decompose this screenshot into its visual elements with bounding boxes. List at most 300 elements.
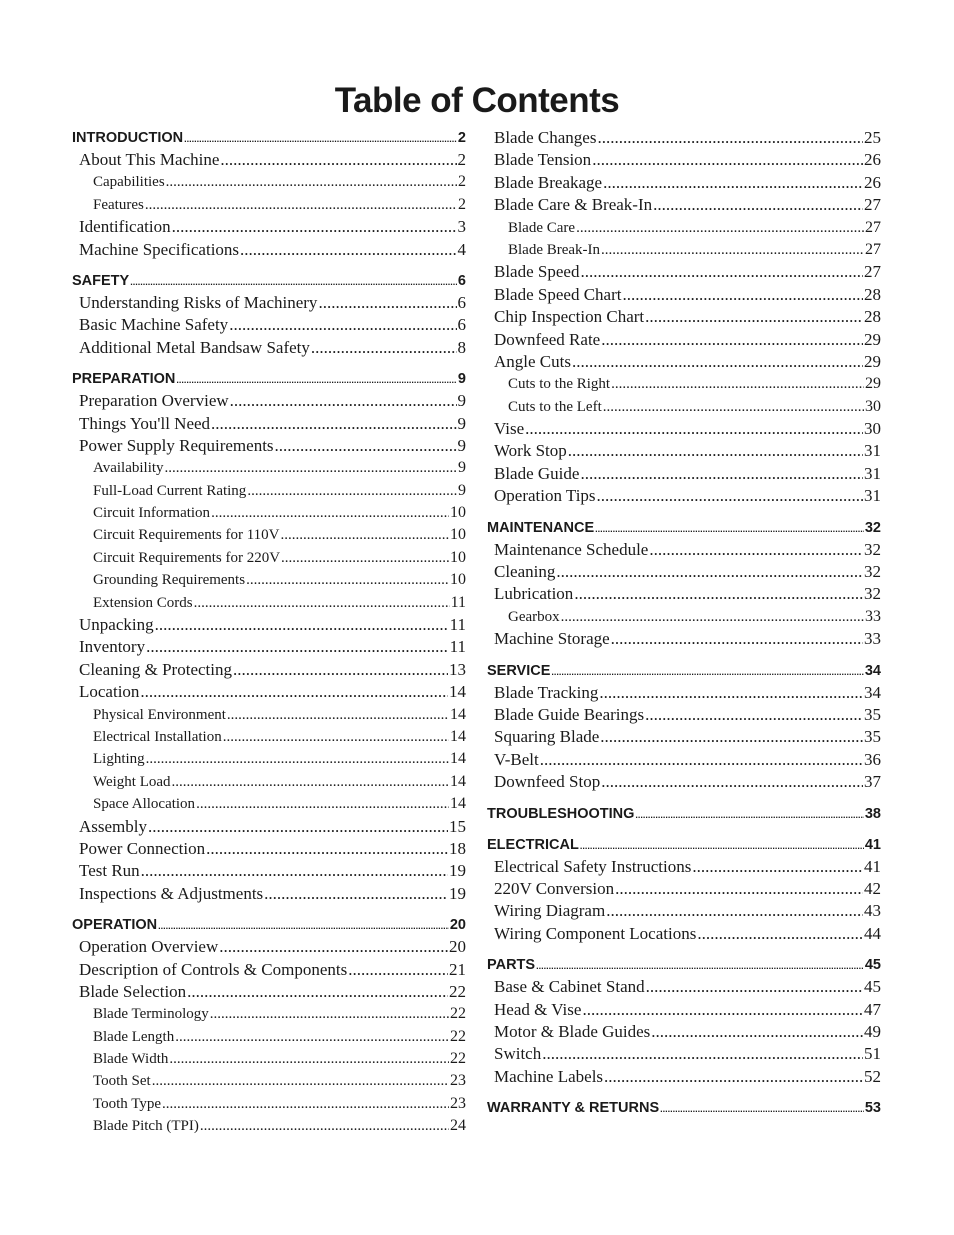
toc-page-number: 14 (450, 705, 466, 723)
toc-entry[interactable] (487, 606, 881, 628)
toc-page-number: 4 (457, 239, 466, 259)
dot-leader (140, 681, 448, 703)
toc-entry[interactable] (487, 217, 881, 239)
toc-entry[interactable] (487, 1043, 881, 1065)
toc-entry[interactable] (487, 561, 881, 583)
dot-leader (660, 1098, 864, 1120)
toc-entry-label: Weight Load (93, 773, 171, 790)
dot-leader (130, 271, 457, 293)
toc-entry[interactable] (72, 314, 466, 336)
toc-entry[interactable] (72, 524, 466, 546)
toc-entry[interactable] (487, 284, 881, 306)
toc-entry[interactable] (72, 292, 466, 314)
toc-page-number: 27 (864, 195, 881, 215)
toc-entry[interactable] (72, 547, 466, 569)
toc-page-number: 6 (457, 272, 466, 289)
dot-leader (240, 239, 456, 261)
dot-leader (172, 216, 457, 238)
toc-page-number: 14 (449, 682, 466, 702)
dot-leader (582, 999, 863, 1021)
dot-leader (574, 583, 863, 605)
toc-section-heading[interactable] (487, 803, 881, 825)
toc-page-number: 6 (457, 315, 466, 335)
toc-entry-label: Location (79, 682, 140, 702)
toc-page-number: 11 (449, 615, 466, 635)
toc-entry-label: Downfeed Stop (494, 772, 601, 792)
dot-leader (175, 1026, 449, 1048)
dot-leader (211, 413, 456, 435)
toc-entry-label: Assembly (79, 816, 147, 836)
toc-entry[interactable] (487, 682, 881, 704)
dot-leader (603, 396, 864, 418)
toc-entry[interactable] (487, 726, 881, 748)
dot-leader (146, 636, 449, 658)
toc-entry-label: Blade Care (508, 219, 576, 236)
dot-leader (604, 1066, 863, 1088)
toc-page-number: 23 (450, 1094, 466, 1112)
toc-page-number: 30 (864, 419, 881, 439)
toc-entry[interactable] (487, 999, 881, 1021)
dot-leader (158, 915, 449, 937)
toc-entry[interactable] (487, 194, 881, 216)
toc-entry[interactable] (487, 418, 881, 440)
toc-page-number: 14 (450, 727, 466, 745)
toc-page-number: 10 (450, 571, 466, 589)
dot-leader (184, 128, 457, 150)
toc-page-number: 18 (449, 838, 466, 858)
toc-entry[interactable] (72, 337, 466, 359)
toc-section-heading[interactable] (487, 517, 881, 539)
dot-leader (653, 194, 863, 216)
dot-leader (572, 351, 863, 373)
toc-entry-label: Unpacking (79, 615, 154, 635)
toc-page-number: 19 (449, 883, 466, 903)
toc-entry-label: Maintenance Schedule (494, 539, 649, 559)
toc-page-number: 32 (864, 519, 881, 536)
toc-entry[interactable] (72, 1026, 466, 1048)
toc-entry-label: Blade Breakage (494, 172, 603, 192)
toc-entry-label: Space Allocation (93, 796, 196, 813)
toc-entry-label: Chip Inspection Chart (494, 307, 645, 327)
toc-entry-label: Preparation Overview (79, 391, 229, 411)
toc-page-number: 29 (864, 351, 881, 371)
toc-entry[interactable] (487, 539, 881, 561)
toc-section-heading[interactable] (72, 368, 466, 390)
toc-entry-label: Availability (93, 460, 164, 477)
toc-entry-label: ELECTRICAL (487, 836, 579, 853)
toc-entry-label: Tooth Set (93, 1073, 151, 1090)
toc-entry[interactable] (487, 373, 881, 395)
toc-entry-label: Inspections & Adjustments (79, 883, 264, 903)
dot-leader (141, 860, 448, 882)
dot-leader (145, 194, 457, 216)
dot-leader (576, 217, 864, 239)
toc-entry[interactable] (487, 306, 881, 328)
dot-leader (606, 900, 863, 922)
toc-entry-label: Squaring Blade (494, 727, 600, 747)
toc-page-number: 38 (864, 805, 881, 822)
toc-page-number: 2 (457, 130, 466, 146)
toc-page-number: 22 (449, 981, 466, 1001)
toc-entry-label: Machine Specifications (79, 239, 240, 259)
toc-entry-label: Grounding Requirements (93, 572, 246, 589)
dot-leader (172, 771, 449, 793)
toc-entry[interactable] (72, 883, 466, 905)
toc-entry[interactable] (487, 976, 881, 998)
toc-page-number: 36 (864, 749, 881, 769)
toc-page-number: 9 (457, 371, 466, 388)
toc-entry[interactable] (487, 583, 881, 605)
toc-entry[interactable] (72, 981, 466, 1003)
toc-page-number: 28 (864, 307, 881, 327)
toc-entry-label: Circuit Requirements for 110V (93, 527, 280, 544)
toc-entry[interactable] (72, 614, 466, 636)
dot-leader (210, 1003, 449, 1025)
toc-entry-label: Work Stop (494, 441, 567, 461)
toc-section-heading[interactable] (487, 834, 881, 856)
dot-leader (162, 1093, 449, 1115)
toc-entry[interactable] (487, 1066, 881, 1088)
toc-entry[interactable] (72, 748, 466, 770)
toc-page-number: 26 (864, 150, 881, 170)
toc-page-number: 42 (864, 878, 881, 898)
toc-entry[interactable] (72, 1070, 466, 1092)
dot-leader (165, 457, 457, 479)
dot-leader (599, 682, 863, 704)
toc-page-number: 13 (449, 659, 466, 679)
toc-page-number: 34 (864, 682, 881, 702)
toc-section-heading[interactable] (72, 270, 466, 292)
toc-page-number: 20 (449, 917, 466, 934)
toc-entry-label: Test Run (79, 861, 140, 881)
toc-page-number: 27 (865, 218, 881, 236)
dot-leader (597, 485, 863, 507)
toc-entry[interactable] (487, 771, 881, 793)
toc-entry-label: Blade Guide Bearings (494, 704, 645, 724)
toc-entry-label: Angle Cuts (494, 351, 571, 371)
dot-leader (196, 793, 449, 815)
toc-page-number: 31 (864, 441, 881, 461)
toc-entry-label: Inventory (79, 637, 146, 657)
toc-entry[interactable] (487, 923, 881, 945)
toc-entry[interactable] (487, 127, 881, 149)
toc-page-number: 51 (864, 1044, 881, 1064)
toc-section-heading[interactable] (487, 954, 881, 976)
toc-page-number: 23 (450, 1072, 466, 1090)
dot-leader (556, 561, 863, 583)
toc-page-number: 9 (457, 391, 466, 411)
toc-entry-label: Additional Metal Bandsaw Safety (79, 337, 310, 357)
toc-section-heading[interactable] (72, 127, 466, 149)
toc-page-number: 49 (864, 1021, 881, 1041)
toc-page-number: 28 (864, 284, 881, 304)
dot-leader (230, 390, 457, 412)
toc-entry[interactable] (72, 149, 466, 171)
toc-entry[interactable] (487, 172, 881, 194)
toc-entry-label: Identification (79, 217, 171, 237)
toc-entry[interactable] (487, 704, 881, 726)
toc-entry-label: Electrical Installation (93, 728, 222, 745)
toc-entry[interactable] (72, 1115, 466, 1137)
toc-entry-label: Electrical Safety Instructions (494, 856, 692, 876)
dot-leader (194, 592, 450, 614)
toc-entry[interactable] (72, 502, 466, 524)
toc-entry[interactable] (487, 149, 881, 171)
toc-page-number: 2 (458, 173, 466, 191)
toc-page-number: 35 (864, 727, 881, 747)
toc-entry-label: Blade Width (93, 1051, 169, 1068)
toc-entry-label: INTRODUCTION (72, 130, 184, 146)
dot-leader (601, 771, 863, 793)
toc-entry-label: WARRANTY & RETURNS (487, 1100, 660, 1117)
toc-page-number: 10 (450, 548, 466, 566)
toc-entry[interactable] (72, 959, 466, 981)
toc-page-number: 44 (864, 923, 881, 943)
toc-entry-label: Cuts to the Right (508, 376, 611, 393)
toc-entry[interactable] (72, 793, 466, 815)
toc-page-number: 14 (450, 795, 466, 813)
toc-page-number: 22 (450, 1050, 466, 1068)
toc-entry[interactable] (487, 351, 881, 373)
toc-section-heading[interactable] (72, 914, 466, 936)
dot-leader (148, 816, 448, 838)
dot-leader (611, 373, 864, 395)
toc-page-number: 8 (457, 337, 466, 357)
dot-leader (536, 955, 864, 977)
page-title: Table of Contents (334, 81, 620, 120)
toc-section-heading[interactable] (487, 660, 881, 682)
toc-entry[interactable] (487, 628, 881, 650)
dot-leader (247, 480, 457, 502)
toc-page-number: 11 (450, 593, 466, 611)
toc-entry[interactable] (487, 261, 881, 283)
dot-leader (597, 127, 863, 149)
toc-entry-label: Basic Machine Safety (79, 315, 229, 335)
dot-leader (646, 976, 863, 998)
toc-entry-label: Motor & Blade Guides (494, 1021, 651, 1041)
toc-page-number: 22 (450, 1027, 466, 1045)
toc-entry-label: Description of Controls & Components (79, 959, 348, 979)
toc-entry-label: Operation Tips (494, 486, 596, 506)
toc-page-number: 29 (864, 329, 881, 349)
toc-page-number: 9 (457, 435, 466, 455)
toc-entry-label: Capabilities (93, 174, 165, 191)
toc-entry[interactable] (72, 1003, 466, 1025)
dot-leader (697, 923, 863, 945)
toc-entry-label: Gearbox (508, 608, 560, 625)
toc-entry[interactable] (72, 435, 466, 457)
toc-entry[interactable] (487, 485, 881, 507)
toc-entry-label: MAINTENANCE (487, 519, 595, 536)
toc-section-heading[interactable] (487, 1097, 881, 1119)
toc-page-number: 37 (864, 772, 881, 792)
toc-entry[interactable] (487, 878, 881, 900)
dot-leader (601, 329, 863, 351)
toc-entry-label: Vise (494, 419, 525, 439)
toc-entry[interactable] (72, 726, 466, 748)
toc-page-number: 6 (457, 292, 466, 312)
dot-leader (568, 440, 863, 462)
toc-page-number: 31 (864, 463, 881, 483)
dot-leader (551, 661, 863, 683)
toc-page-number: 25 (864, 128, 881, 147)
toc-page-number: 2 (458, 195, 466, 213)
dot-leader (622, 284, 863, 306)
dot-leader (603, 172, 863, 194)
toc-page-number: 45 (864, 957, 881, 974)
dot-leader (635, 804, 863, 826)
toc-entry-label: Lighting (93, 751, 145, 768)
toc-column-right (487, 127, 881, 1119)
toc-entry-label: Full-Load Current Rating (93, 482, 247, 499)
toc-entry[interactable] (72, 1048, 466, 1070)
toc-entry[interactable] (72, 413, 466, 435)
toc-entry[interactable] (487, 856, 881, 878)
toc-entry[interactable] (72, 171, 466, 193)
dot-leader (200, 1115, 449, 1137)
dot-leader (211, 502, 449, 524)
toc-page-number: 41 (864, 856, 881, 876)
toc-entry-label: Lubrication (494, 584, 574, 604)
toc-page-number: 33 (864, 629, 881, 649)
toc-entry[interactable] (72, 194, 466, 216)
toc-entry-label: Blade Break-In (508, 241, 601, 258)
dot-leader (246, 569, 449, 591)
dot-leader (649, 539, 863, 561)
toc-entry-label: Machine Storage (494, 629, 610, 649)
toc-entry[interactable] (72, 636, 466, 658)
toc-entry-label: OPERATION (72, 917, 158, 934)
dot-leader (169, 1048, 449, 1070)
toc-page-number: 20 (449, 937, 466, 957)
toc-entry[interactable] (72, 936, 466, 958)
toc-entry-label: Cleaning & Protecting (79, 659, 232, 679)
toc-entry[interactable] (72, 860, 466, 882)
dot-leader (281, 547, 449, 569)
toc-entry[interactable] (72, 704, 466, 726)
toc-entry[interactable] (72, 816, 466, 838)
dot-leader (561, 606, 864, 628)
toc-entry[interactable] (487, 396, 881, 418)
dot-leader (219, 936, 448, 958)
toc-entry-label: About This Machine (79, 150, 220, 169)
toc-page-number: 43 (864, 901, 881, 921)
toc-entry[interactable] (487, 463, 881, 485)
toc-page-number: 45 (864, 977, 881, 997)
toc-entry-label: Blade Selection (79, 981, 187, 1001)
toc-entry-label: Downfeed Rate (494, 329, 601, 349)
dot-leader (348, 959, 448, 981)
dot-leader (311, 337, 457, 359)
toc-page-number: 22 (450, 1005, 466, 1023)
toc-page-number: 32 (864, 562, 881, 582)
dot-leader (229, 314, 456, 336)
toc-entry-label: Blade Care & Break-In (494, 195, 653, 215)
dot-leader (615, 878, 863, 900)
dot-leader (580, 463, 863, 485)
toc-entry[interactable] (72, 216, 466, 238)
toc-page-number: 52 (864, 1066, 881, 1086)
toc-entry-label: PREPARATION (72, 371, 176, 388)
toc-entry-label: Wiring Component Locations (494, 923, 697, 943)
dot-leader (611, 628, 863, 650)
dot-leader (542, 1043, 863, 1065)
dot-leader (146, 748, 449, 770)
dot-leader (275, 435, 457, 457)
toc-entry[interactable] (72, 592, 466, 614)
dot-leader (580, 835, 864, 857)
dot-leader (187, 981, 448, 1003)
dot-leader (318, 292, 456, 314)
dot-leader (600, 726, 863, 748)
toc-entry[interactable] (487, 749, 881, 771)
toc-entry-label: 220V Conversion (494, 878, 615, 898)
toc-page-number: 34 (864, 662, 881, 679)
toc-column-left (72, 127, 466, 1138)
toc-page-number: 2 (457, 150, 466, 169)
dot-leader (595, 518, 864, 540)
toc-entry-label: Blade Terminology (93, 1006, 209, 1023)
toc-entry[interactable] (72, 1093, 466, 1115)
toc-entry-label: Blade Length (93, 1028, 175, 1045)
toc-page-number: 19 (449, 861, 466, 881)
toc-entry[interactable] (72, 457, 466, 479)
toc-entry-label: Cuts to the Left (508, 398, 602, 415)
toc-page-number: 9 (458, 481, 466, 499)
toc-page-number: 24 (450, 1117, 466, 1135)
toc-entry-label: Machine Labels (494, 1066, 604, 1086)
toc-page-number: 29 (865, 375, 881, 393)
toc-entry[interactable] (487, 329, 881, 351)
toc-entry[interactable] (72, 659, 466, 681)
toc-page-number: 27 (865, 240, 881, 258)
toc-entry-label: SERVICE (487, 662, 551, 679)
toc-entry[interactable] (72, 390, 466, 412)
toc-page-number: 9 (458, 459, 466, 477)
toc-entry[interactable] (487, 239, 881, 261)
toc-page-number: 35 (864, 704, 881, 724)
toc-entry[interactable] (72, 480, 466, 502)
toc-entry[interactable] (72, 239, 466, 261)
toc-entry-label: SAFETY (72, 272, 130, 289)
toc-page-number: 9 (457, 413, 466, 433)
toc-entry[interactable] (487, 1021, 881, 1043)
dot-leader (152, 1070, 449, 1092)
toc-entry-label: Operation Overview (79, 937, 219, 957)
toc-page-number: 10 (450, 504, 466, 522)
toc-entry-label: Physical Environment (93, 706, 226, 723)
toc-entry-label: Blade Tracking (494, 682, 599, 702)
dot-leader (227, 704, 449, 726)
toc-entry-label: Power Supply Requirements (79, 435, 274, 455)
toc-entry[interactable] (72, 681, 466, 703)
toc-page-number: 33 (865, 607, 881, 625)
toc-entry[interactable] (72, 771, 466, 793)
toc-page-number: 10 (450, 526, 466, 544)
toc-page-number: 32 (864, 539, 881, 559)
toc-entry[interactable] (487, 440, 881, 462)
toc-entry-label: Switch (494, 1044, 542, 1064)
toc-page-number: 27 (864, 262, 881, 282)
dot-leader (592, 149, 863, 171)
toc-page-number: 41 (864, 836, 881, 853)
dot-leader (281, 524, 450, 546)
toc-entry[interactable] (72, 838, 466, 860)
dot-leader (264, 883, 448, 905)
toc-entry[interactable] (72, 569, 466, 591)
toc-entry-label: Blade Tension (494, 150, 592, 170)
toc-entry[interactable] (487, 900, 881, 922)
